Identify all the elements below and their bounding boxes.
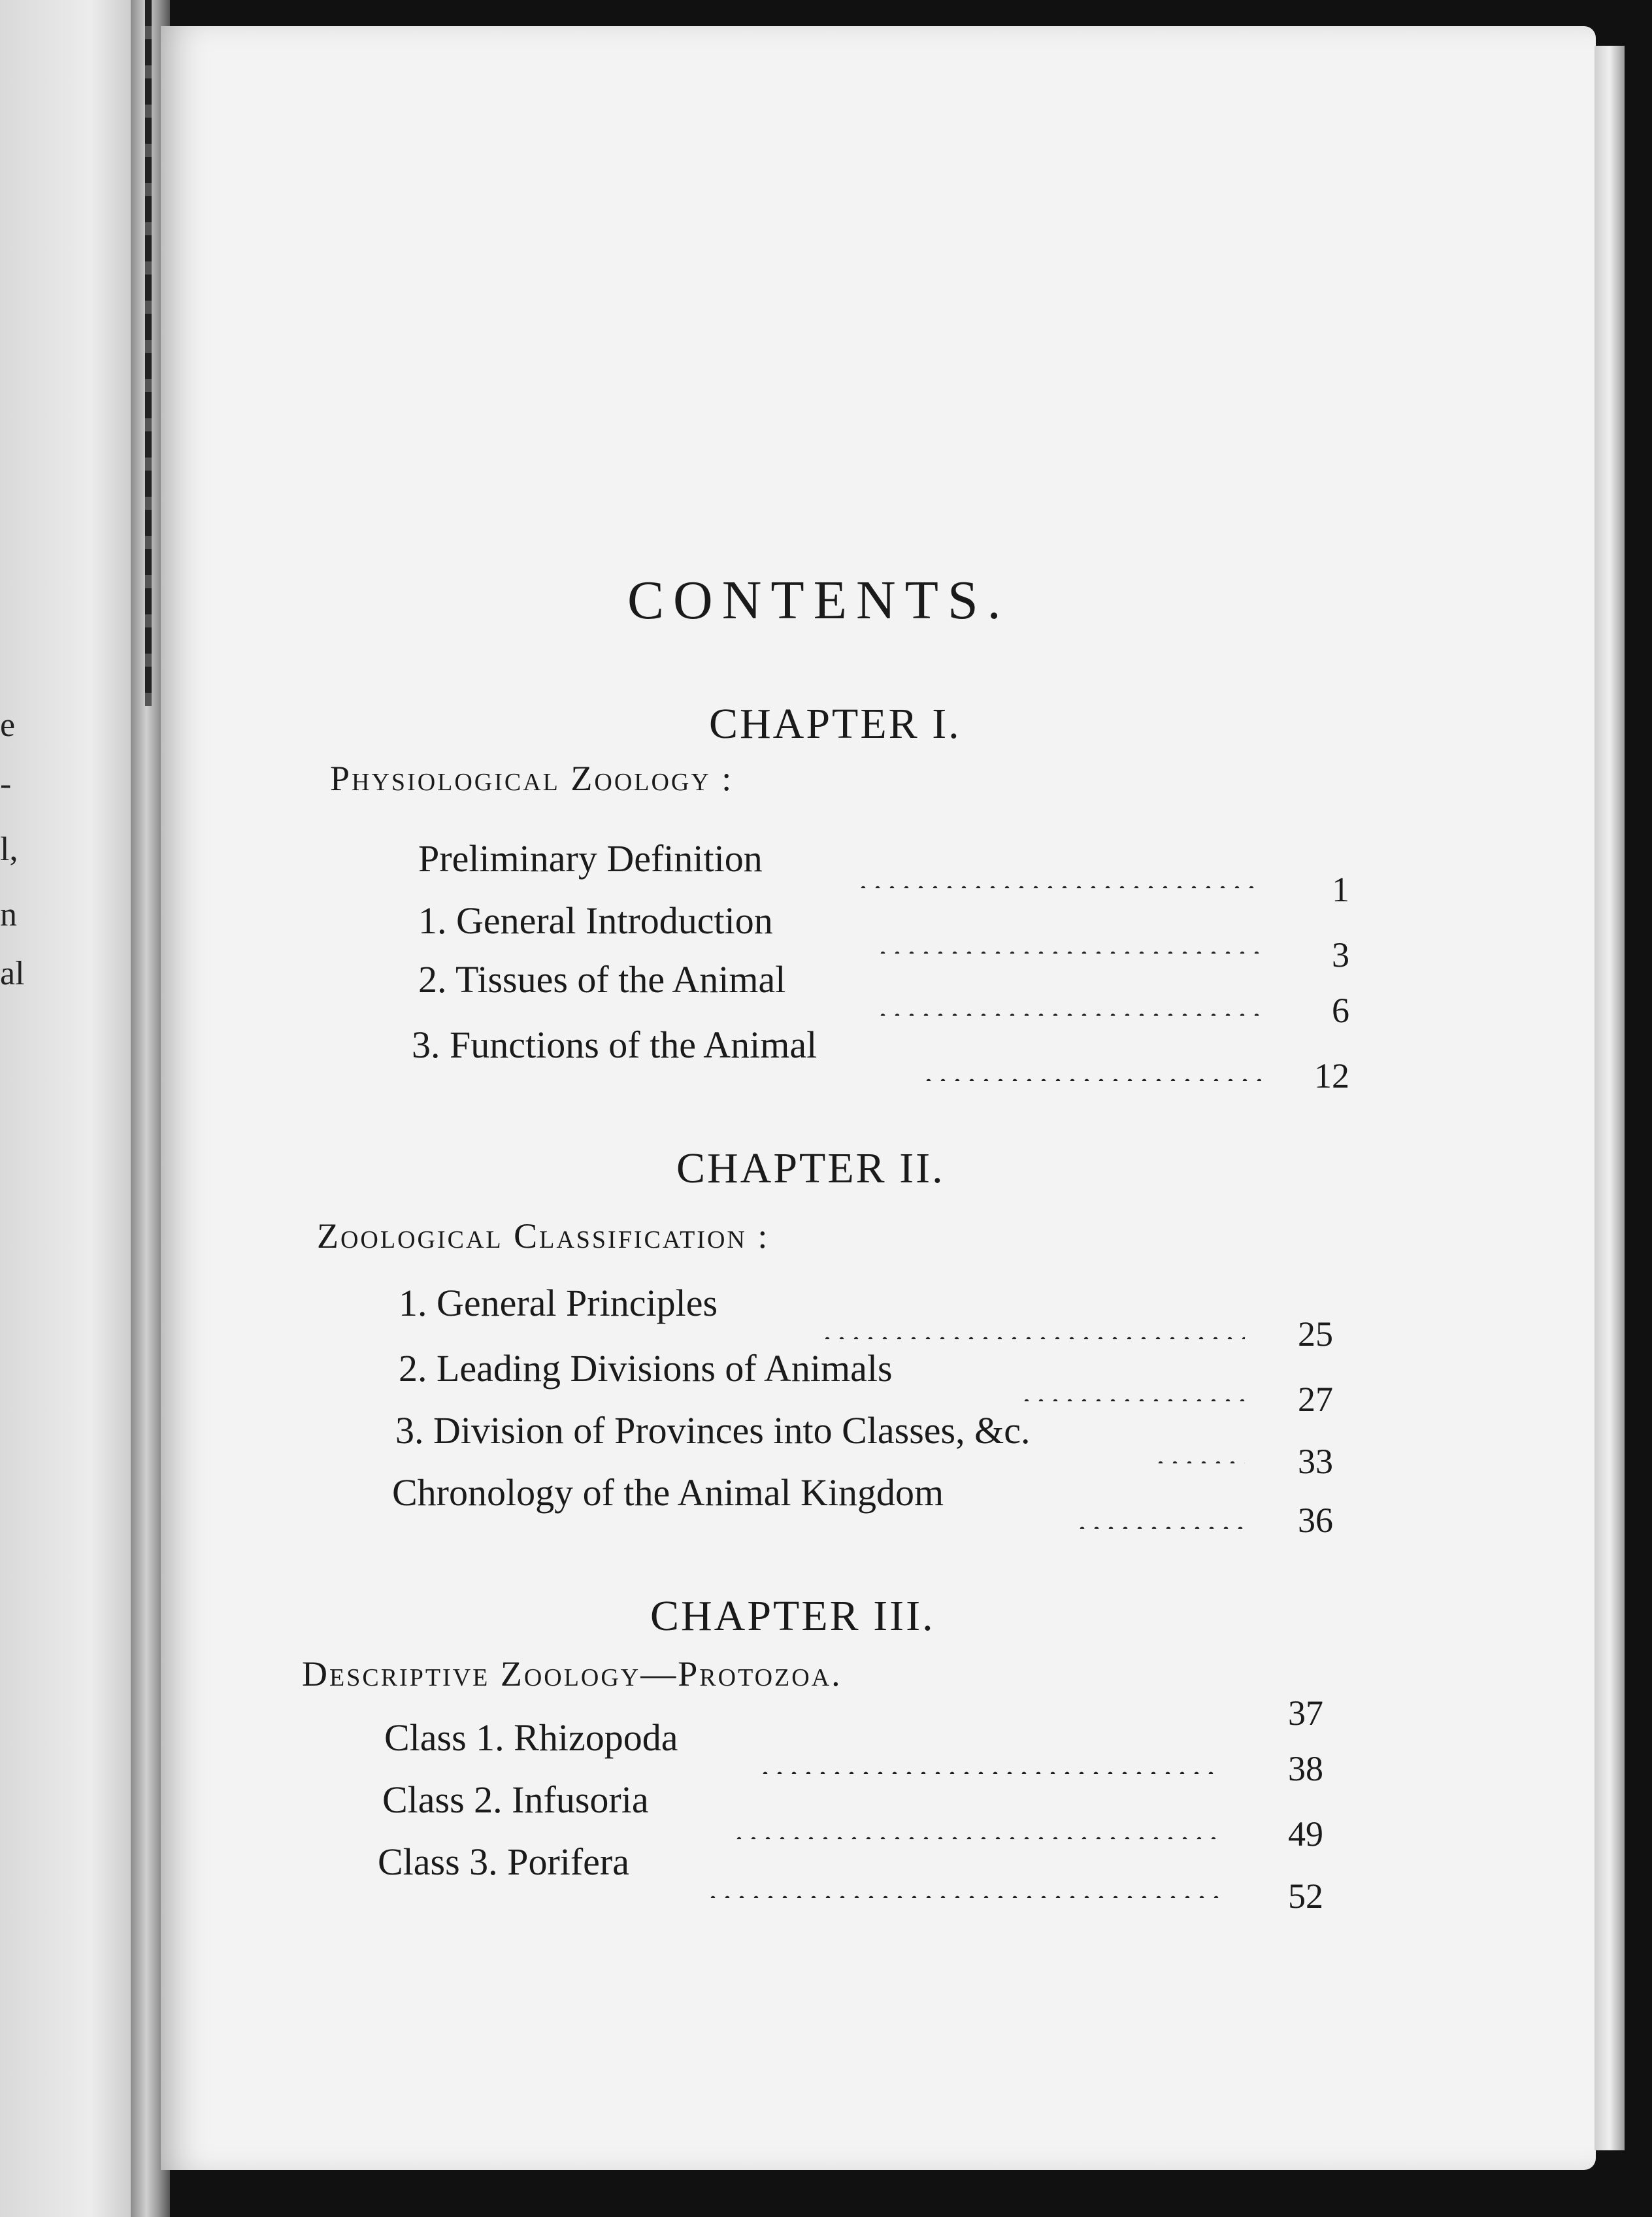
leader-dots <box>1019 1399 1245 1401</box>
section-heading: Physiological Zoology : <box>330 759 734 798</box>
toc-entry: 1. General Principles <box>399 1282 718 1324</box>
page-number: 12 <box>1314 1056 1349 1095</box>
toc-entry: 3. Division of Provinces into Classes, &c. <box>395 1409 1031 1452</box>
leader-dots <box>758 1771 1222 1774</box>
page-number: 27 <box>1298 1380 1333 1419</box>
leader-dots <box>1075 1526 1245 1529</box>
facing-page-fragment: n <box>0 896 17 933</box>
leader-dots <box>921 1078 1261 1081</box>
page-number: 33 <box>1298 1442 1333 1481</box>
page-number: 1 <box>1332 870 1349 909</box>
toc-entry: Preliminary Definition <box>418 837 763 880</box>
toc-entry: 3. Functions of the Animal <box>412 1024 818 1066</box>
facing-page <box>0 0 152 2217</box>
toc-entry: 2. Tissues of the Animal <box>418 958 786 1001</box>
leader-dots <box>856 886 1261 888</box>
leader-dots <box>876 951 1261 954</box>
facing-page-fragment: - <box>0 765 12 803</box>
toc-entry: Class 2. Infusoria <box>382 1778 649 1821</box>
facing-page-fragment: al <box>0 955 25 992</box>
page-number: 52 <box>1288 1876 1323 1916</box>
page-number: 49 <box>1288 1814 1323 1854</box>
leader-dots <box>1153 1461 1245 1463</box>
leader-dots <box>706 1895 1222 1898</box>
facing-page-fragment: l, <box>0 831 18 868</box>
contents-page <box>161 26 1596 2170</box>
leader-dots <box>876 1013 1261 1016</box>
chapter-heading: CHAPTER I. <box>709 700 961 748</box>
page-number: 36 <box>1298 1501 1333 1540</box>
section-heading: Descriptive Zoology—Protozoa. <box>302 1654 842 1693</box>
page-number: 38 <box>1288 1749 1323 1788</box>
toc-entry: Class 1. Rhizopoda <box>384 1716 678 1759</box>
toc-entry: Chronology of the Animal Kingdom <box>392 1471 944 1514</box>
chapter-heading: CHAPTER III. <box>650 1592 935 1640</box>
toc-entry: 2. Leading Divisions of Animals <box>399 1347 893 1390</box>
page-number: 37 <box>1288 1693 1323 1733</box>
page-title: CONTENTS. <box>627 570 1010 631</box>
toc-entry: Class 3. Porifera <box>378 1841 629 1883</box>
chapter-heading: CHAPTER II. <box>676 1144 945 1192</box>
leader-dots <box>732 1837 1222 1839</box>
facing-page-fragment: e <box>0 707 16 744</box>
page-number: 3 <box>1332 935 1349 975</box>
page-number: 6 <box>1332 991 1349 1030</box>
section-heading: Zoological Classification : <box>317 1216 770 1256</box>
page-number: 25 <box>1298 1314 1333 1354</box>
toc-entry: 1. General Introduction <box>418 899 773 942</box>
page-edge <box>1594 46 1625 2150</box>
leader-dots <box>820 1337 1245 1339</box>
binding-stitch <box>145 0 152 706</box>
